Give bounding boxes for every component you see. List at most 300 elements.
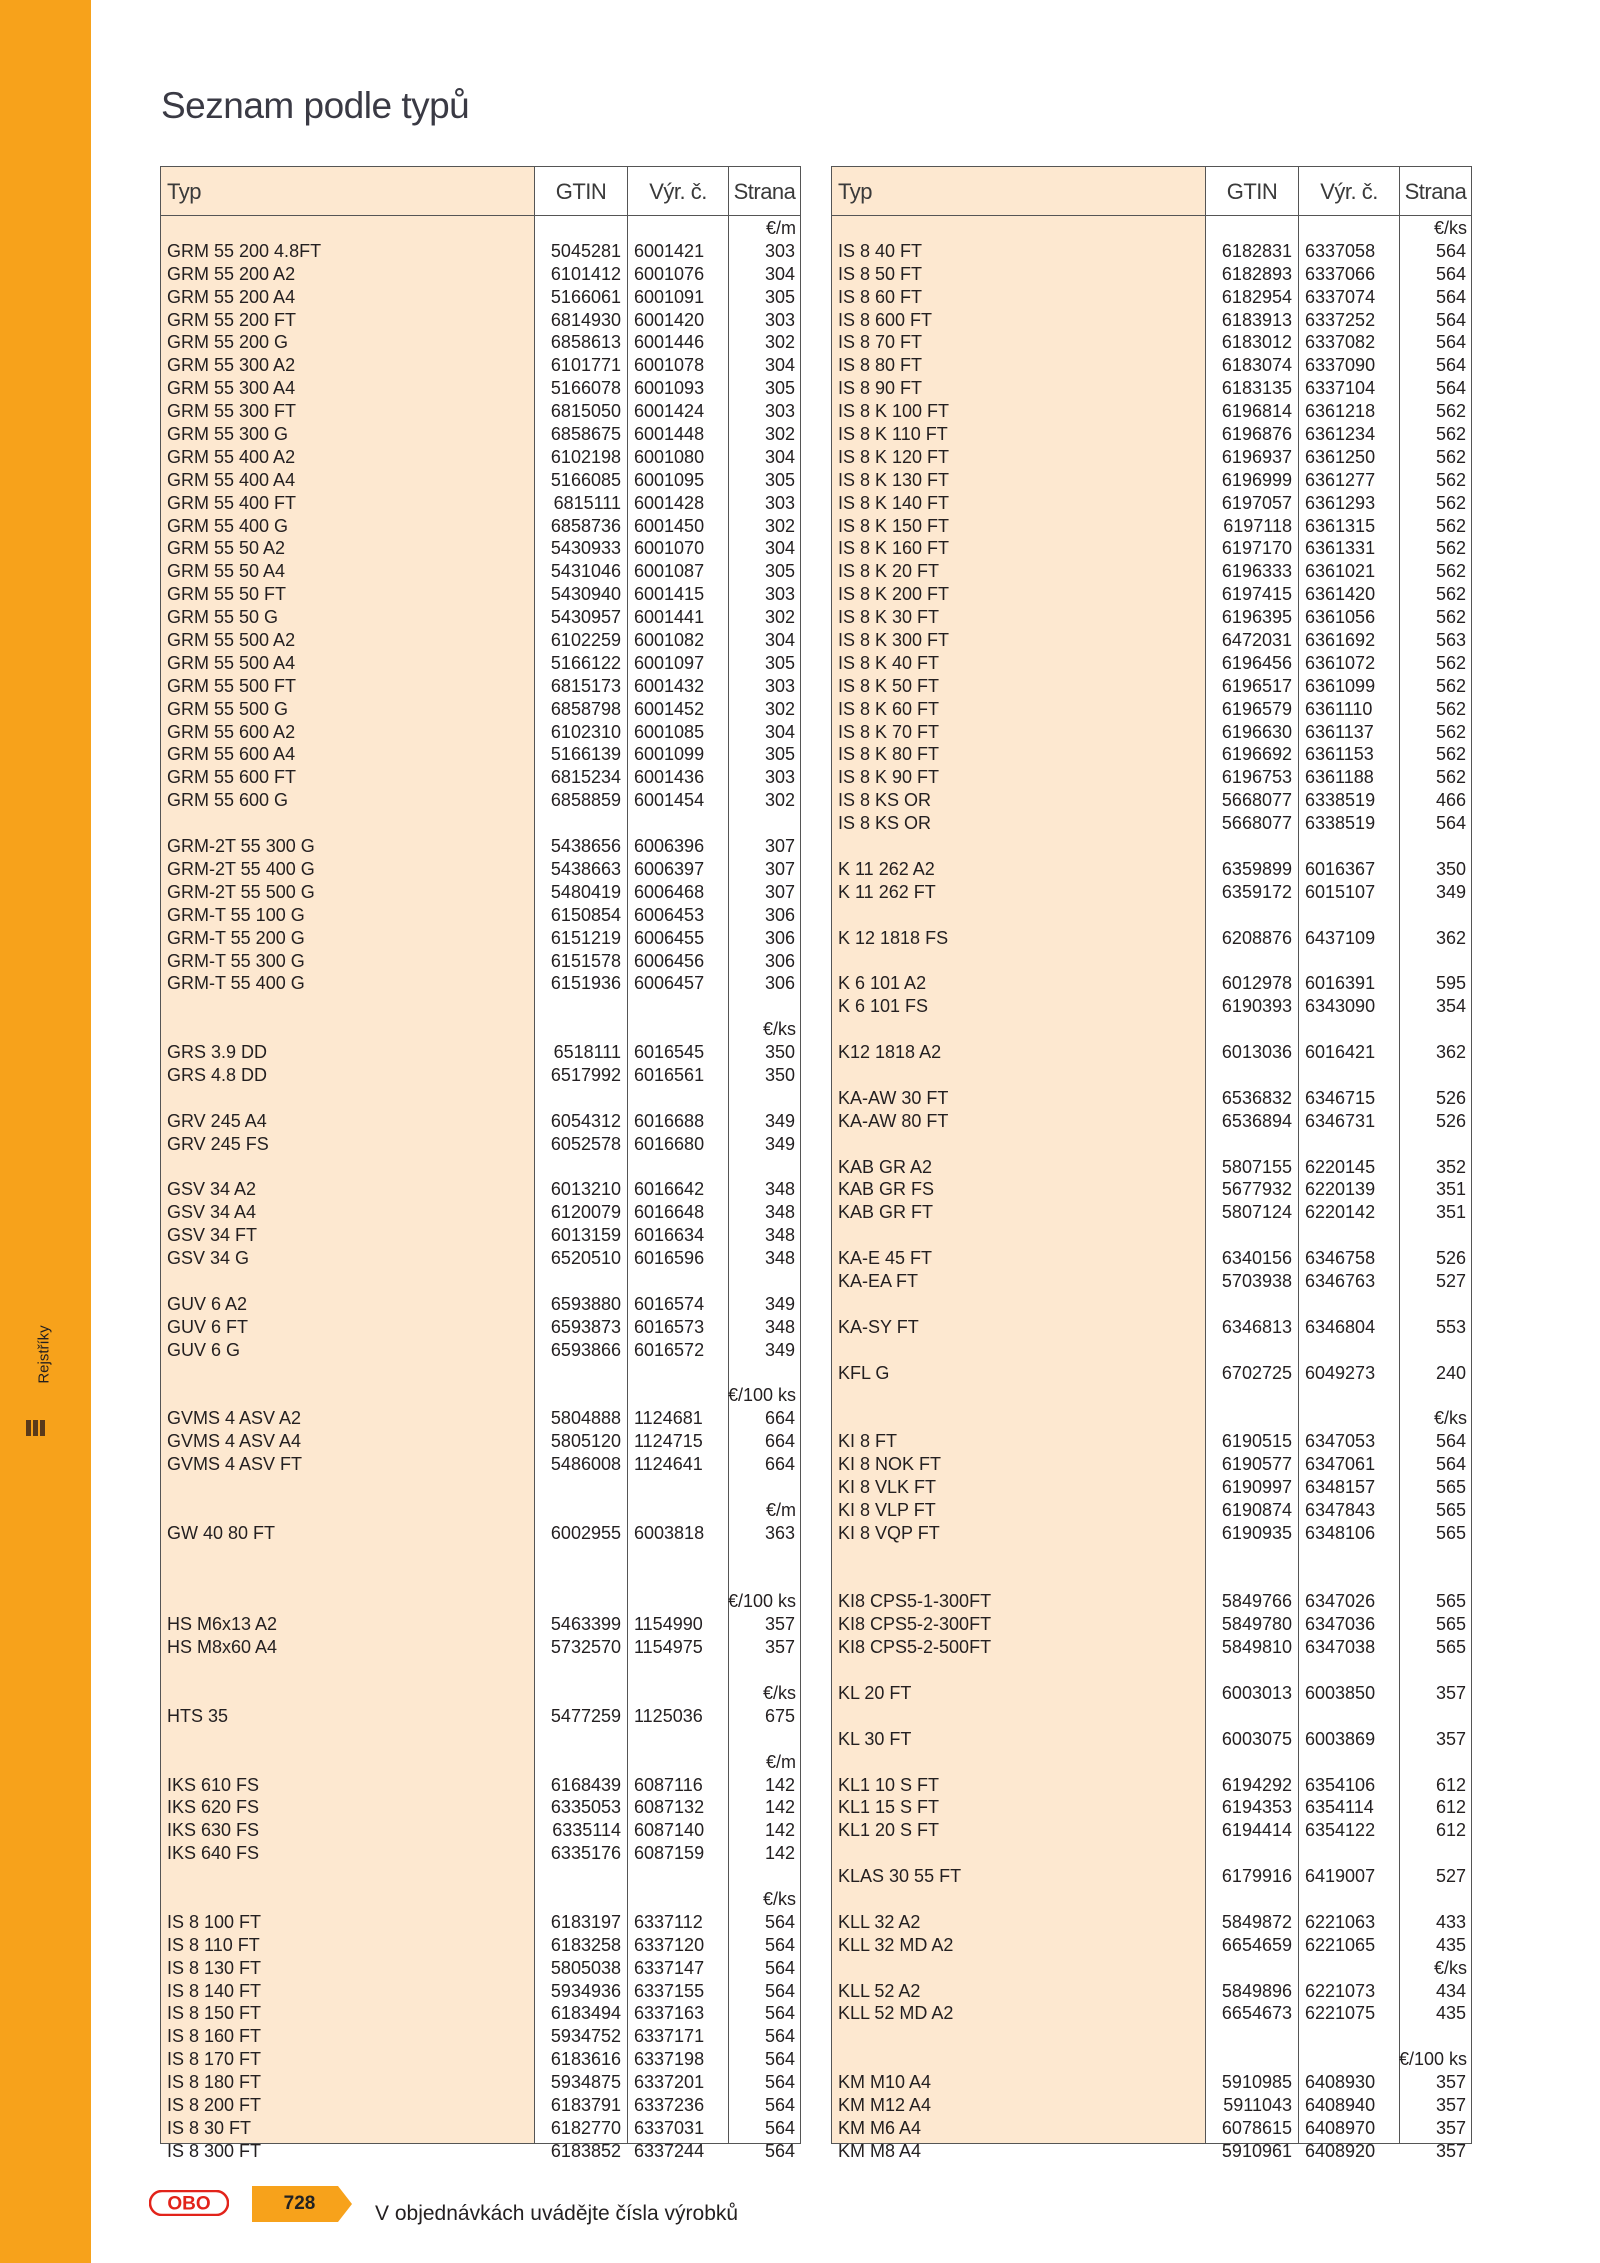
table-row (832, 789, 1471, 812)
spacer-row (161, 1659, 800, 1682)
cell-gtin: 6335114 (552, 1820, 621, 1841)
table-row (161, 766, 800, 789)
cell-vyr: 6015107 (1305, 881, 1376, 902)
cell-vyr: 6337155 (634, 1980, 705, 2001)
cell-typ: GRM-2T 55 300 G (167, 836, 315, 857)
cell-gtin: 5805038 (550, 1957, 621, 1978)
header-gtin: GTIN (1226, 179, 1278, 204)
cell-typ: KI 8 VQP FT (838, 1522, 940, 1543)
cell-gtin: 6052578 (550, 1133, 621, 1154)
cell-gtin: 5934875 (550, 2072, 621, 2093)
cell-typ: GRM 55 500 A4 (167, 652, 296, 673)
cell-strana: 562 (1435, 652, 1466, 673)
cell-typ: GRM 55 200 A4 (167, 286, 296, 307)
price-unit: €/100 ks (727, 1591, 796, 1612)
cell-strana: 564 (1435, 1454, 1466, 1475)
cell-strana: 564 (1435, 355, 1466, 376)
cell-gtin: 6858613 (550, 332, 621, 353)
table-row (832, 1636, 1471, 1659)
cell-gtin: 5166139 (550, 744, 621, 765)
cell-typ: GW 40 80 FT (167, 1522, 276, 1543)
cell-typ: KI 8 NOK FT (838, 1454, 942, 1475)
table-row (832, 1819, 1471, 1842)
cell-gtin: 5805120 (550, 1431, 621, 1452)
cell-strana: 526 (1435, 1110, 1466, 1131)
cell-gtin: 6183494 (550, 2003, 621, 2024)
table-row (832, 1728, 1471, 1751)
cell-typ: HTS 35 (167, 1705, 229, 1726)
spacer-row (832, 904, 1471, 927)
cell-strana: 302 (764, 607, 795, 628)
cell-typ: IKS 610 FS (167, 1774, 260, 1795)
price-unit: €/m (765, 218, 796, 238)
table-row (832, 377, 1471, 400)
cell-gtin: 5849896 (1221, 1980, 1292, 2001)
cell-strana: 562 (1435, 744, 1466, 765)
table-row (832, 1430, 1471, 1453)
cell-typ: IS 8 170 FT (167, 2049, 262, 2070)
cell-typ: IS 8 100 FT (167, 1911, 262, 1932)
cell-gtin: 6013159 (550, 1225, 621, 1246)
cell-vyr: 6408930 (1305, 2072, 1376, 2093)
cell-strana: 526 (1435, 1087, 1466, 1108)
product-table-left (160, 166, 801, 2161)
spacer-row (832, 1705, 1471, 1728)
cell-gtin: 6078615 (1221, 2117, 1292, 2138)
cell-typ: KI8 CPS5-2-300FT (838, 1614, 992, 1635)
cell-vyr: 6001085 (634, 721, 705, 742)
cell-strana: 348 (764, 1248, 795, 1269)
cell-strana: 357 (1435, 2095, 1466, 2116)
cell-strana: 564 (1435, 309, 1466, 330)
cell-gtin: 6151578 (550, 950, 621, 971)
table-row (161, 1980, 800, 2003)
table-row (161, 2071, 800, 2094)
cell-strana: 303 (764, 584, 795, 605)
cell-strana: 565 (1435, 1614, 1466, 1635)
table-row (161, 1178, 800, 1201)
spacer-row (832, 1888, 1471, 1911)
table-row (161, 743, 800, 766)
cell-typ: GRM-2T 55 400 G (167, 858, 315, 879)
cell-strana: 307 (764, 858, 795, 879)
cell-strana: 357 (1435, 1683, 1466, 1703)
table-row (832, 331, 1471, 354)
cell-vyr: 6001082 (634, 630, 705, 651)
table-row (832, 1453, 1471, 1476)
cell-gtin: 6814930 (550, 309, 621, 330)
table-row (161, 675, 800, 698)
spacer-row (832, 1018, 1471, 1041)
cell-gtin: 6335176 (550, 1843, 621, 1864)
table-row (161, 1911, 800, 1934)
cell-vyr: 6001420 (634, 309, 705, 330)
cell-typ: KLAS 30 55 FT (838, 1866, 962, 1887)
cell-vyr: 1124681 (634, 1408, 703, 1429)
cell-typ: IS 8 K 150 FT (838, 515, 950, 536)
cell-gtin: 6190393 (1221, 996, 1292, 1017)
cell-vyr: 6346758 (1305, 1248, 1376, 1269)
table-row (161, 1316, 800, 1339)
cell-vyr: 6347036 (1305, 1614, 1376, 1635)
cell-gtin: 5911043 (1223, 2095, 1292, 2116)
cell-typ: GRM 55 500 G (167, 698, 289, 719)
cell-typ: IS 8 K 100 FT (838, 401, 950, 422)
cell-typ: GRV 245 FS (167, 1133, 269, 1154)
cell-strana: 433 (1435, 1911, 1466, 1932)
cell-gtin: 5166122 (550, 652, 621, 673)
cell-vyr: 1125036 (634, 1705, 703, 1726)
price-unit: €/100 ks (727, 1385, 796, 1406)
unit-row (832, 217, 1471, 240)
table-row (832, 1476, 1471, 1499)
cell-vyr: 6361021 (1305, 561, 1376, 582)
cell-strana: 562 (1435, 401, 1466, 422)
cell-gtin: 5849872 (1221, 1911, 1292, 1932)
cell-vyr: 6347053 (1305, 1431, 1376, 1452)
table-row (161, 469, 800, 492)
cell-strana: 302 (764, 332, 795, 353)
price-unit: €/ks (762, 1683, 796, 1703)
cell-strana: 304 (764, 538, 795, 559)
cell-strana: 466 (1435, 790, 1466, 811)
cell-typ: K 11 262 FT (838, 881, 936, 902)
cell-gtin: 6102259 (550, 630, 621, 651)
cell-vyr: 6016642 (634, 1179, 705, 1200)
cell-gtin: 6179916 (1221, 1866, 1292, 1887)
cell-strana: 304 (764, 263, 795, 284)
cell-typ: KFL G (838, 1362, 890, 1383)
cell-strana: 562 (1435, 492, 1466, 513)
price-unit: €/m (765, 1751, 796, 1772)
cell-gtin: 6196937 (1221, 446, 1292, 467)
cell-gtin: 5677932 (1221, 1179, 1292, 1200)
header-vyr: Výr. č. (1320, 179, 1378, 204)
cell-vyr: 6361692 (1305, 630, 1376, 651)
table-row (161, 1133, 800, 1156)
cell-strana: 302 (764, 698, 795, 719)
unit-row (161, 1499, 800, 1522)
table-row (832, 675, 1471, 698)
cell-typ: KLL 52 MD A2 (838, 2003, 954, 2024)
cell-strana: 349 (764, 1339, 795, 1360)
spacer-row (161, 1087, 800, 1110)
cell-vyr: 6337198 (634, 2049, 705, 2070)
cell-vyr: 6001446 (634, 332, 705, 353)
cell-gtin: 5166061 (550, 286, 621, 307)
cell-strana: 305 (764, 744, 795, 765)
table-row (832, 492, 1471, 515)
cell-gtin: 6194353 (1221, 1797, 1292, 1818)
price-unit: €/ks (762, 1889, 796, 1910)
table-row (832, 927, 1471, 950)
cell-strana: 363 (764, 1522, 795, 1543)
cell-strana: 303 (764, 767, 795, 788)
cell-strana: 142 (764, 1797, 795, 1818)
table-row (161, 1430, 800, 1453)
cell-gtin: 6197170 (1221, 538, 1292, 559)
cell-strana: 562 (1435, 538, 1466, 559)
cell-typ: IS 8 600 FT (838, 309, 933, 330)
table-row (832, 1613, 1471, 1636)
cell-gtin: 6190577 (1221, 1454, 1292, 1475)
table-row (832, 1362, 1471, 1385)
cell-vyr: 1124715 (634, 1431, 703, 1452)
cell-gtin: 6194414 (1221, 1820, 1292, 1841)
cell-vyr: 6016367 (1305, 858, 1376, 879)
cell-strana: 357 (1435, 1728, 1466, 1749)
cell-gtin: 6196517 (1221, 675, 1292, 696)
table-row (832, 1087, 1471, 1110)
cell-typ: KL 30 FT (838, 1728, 912, 1749)
cell-vyr: 6221063 (1305, 1911, 1376, 1932)
cell-gtin: 5703938 (1221, 1270, 1292, 1291)
cell-typ: IS 8 130 FT (167, 1957, 262, 1978)
table-row (161, 1705, 800, 1728)
cell-strana: 562 (1435, 675, 1466, 696)
cell-vyr: 6337236 (634, 2095, 705, 2116)
table-row (161, 1842, 800, 1865)
cell-strana: 553 (1435, 1316, 1466, 1337)
cell-typ: K12 1818 A2 (838, 1042, 942, 1063)
table-row (832, 515, 1471, 538)
header-strana: Strana (733, 179, 796, 204)
cell-vyr: 6346731 (1305, 1110, 1376, 1131)
cell-gtin: 6815050 (550, 401, 621, 422)
cell-gtin: 6858675 (550, 424, 621, 445)
cell-typ: GRM 55 50 FT (167, 584, 287, 605)
cell-strana: 142 (764, 1820, 795, 1841)
table-row (161, 789, 800, 812)
table-row (832, 1934, 1471, 1957)
cell-gtin: 6150854 (550, 904, 621, 925)
cell-strana: 303 (764, 401, 795, 422)
table-row (161, 537, 800, 560)
cell-typ: IKS 640 FS (167, 1843, 260, 1864)
cell-gtin: 5166078 (550, 378, 621, 399)
cell-gtin: 6182770 (550, 2117, 621, 2138)
table-row (161, 560, 800, 583)
cell-typ: KA-E 45 FT (838, 1248, 933, 1269)
cell-typ: IS 8 K 300 FT (838, 630, 950, 651)
price-unit: €/100 ks (1398, 2049, 1467, 2070)
cell-typ: GUV 6 A2 (167, 1293, 248, 1314)
table-row (161, 1957, 800, 1980)
table-row (161, 972, 800, 995)
cell-vyr: 6346715 (1305, 1087, 1376, 1108)
cell-strana: 612 (1435, 1774, 1466, 1795)
cell-gtin: 6472031 (1221, 630, 1292, 651)
cell-strana: 564 (764, 1957, 795, 1978)
cell-typ: GSV 34 G (167, 1248, 250, 1269)
cell-typ: IS 8 K 140 FT (838, 492, 950, 513)
cell-typ: KAB GR FS (838, 1179, 935, 1200)
cell-typ: KAB GR A2 (838, 1156, 933, 1177)
cell-gtin: 5430933 (550, 538, 621, 559)
spacer-row (832, 1339, 1471, 1362)
cell-strana: 142 (764, 1843, 795, 1864)
cell-vyr: 6337031 (634, 2117, 705, 2138)
cell-gtin: 5849780 (1221, 1614, 1292, 1635)
table-row (161, 1774, 800, 1797)
table-row (161, 881, 800, 904)
cell-gtin: 5463399 (550, 1614, 621, 1635)
spacer-row (832, 1751, 1471, 1774)
table-row (832, 537, 1471, 560)
cell-vyr: 6006453 (634, 904, 705, 925)
book-index-icon (26, 1420, 46, 1436)
cell-vyr: 6016421 (1305, 1042, 1376, 1063)
cell-gtin: 6654659 (1221, 1934, 1292, 1955)
unit-row (161, 1888, 800, 1911)
cell-vyr: 6338519 (1305, 813, 1376, 834)
cell-strana: 527 (1435, 1866, 1466, 1887)
cell-vyr: 6361277 (1305, 469, 1376, 490)
cell-vyr: 6361293 (1305, 492, 1376, 513)
cell-vyr: 6016545 (634, 1042, 705, 1063)
cell-gtin: 6196456 (1221, 652, 1292, 673)
spacer-row (832, 2025, 1471, 2048)
cell-typ: IS 8 KS OR (838, 813, 932, 834)
table-row (161, 400, 800, 423)
table-row (832, 652, 1471, 675)
cell-strana: 562 (1435, 469, 1466, 490)
table-row (161, 904, 800, 927)
cell-strana: 562 (1435, 698, 1466, 719)
price-unit: €/ks (762, 1019, 796, 1040)
cell-gtin: 6196630 (1221, 721, 1292, 742)
cell-strana: 357 (764, 1614, 795, 1635)
table-row (832, 354, 1471, 377)
table-row (832, 721, 1471, 744)
table-row (832, 2071, 1471, 2094)
cell-strana: 348 (764, 1316, 795, 1337)
cell-typ: GSV 34 A2 (167, 1179, 257, 1200)
table-row (161, 721, 800, 744)
table-row (161, 1796, 800, 1819)
table-row (832, 1522, 1471, 1545)
table-row (161, 698, 800, 721)
table-row (161, 423, 800, 446)
cell-vyr: 6001436 (634, 767, 705, 788)
cell-strana: 564 (764, 2140, 795, 2161)
cell-typ: KM M12 A4 (838, 2095, 932, 2116)
cell-typ: GUV 6 FT (167, 1316, 249, 1337)
table-row (832, 240, 1471, 263)
cell-gtin: 6183197 (550, 1911, 621, 1932)
cell-gtin: 5438663 (550, 858, 621, 879)
cell-gtin: 6012978 (1221, 973, 1292, 994)
cell-gtin: 5480419 (550, 881, 621, 902)
cell-strana: 306 (764, 950, 795, 971)
table-row (832, 766, 1471, 789)
table-row (161, 1934, 800, 1957)
cell-typ: KLL 52 A2 (838, 1980, 921, 2001)
cell-gtin: 6197118 (1223, 515, 1292, 536)
unit-row (161, 1590, 800, 1613)
cell-gtin: 5477259 (550, 1705, 621, 1726)
cell-vyr: 6337163 (634, 2003, 705, 2024)
cell-strana: 562 (1435, 767, 1466, 788)
cell-vyr: 6347061 (1305, 1454, 1376, 1475)
cell-typ: IS 8 200 FT (167, 2095, 262, 2116)
cell-strana: 565 (1435, 1637, 1466, 1658)
cell-gtin: 6054312 (550, 1110, 621, 1131)
cell-vyr: 6337147 (634, 1957, 705, 1978)
cell-gtin: 6517992 (550, 1064, 621, 1085)
cell-strana: 562 (1435, 561, 1466, 582)
price-unit: €/m (765, 1499, 796, 1520)
cell-strana: 348 (764, 1225, 795, 1246)
cell-strana: 564 (764, 2049, 795, 2070)
cell-strana: 565 (1435, 1591, 1466, 1612)
cell-typ: IS 8 150 FT (167, 2003, 262, 2024)
table-header (832, 167, 1471, 216)
spacer-row (161, 1270, 800, 1293)
cell-typ: IKS 630 FS (167, 1820, 260, 1841)
cell-gtin: 6520510 (550, 1248, 621, 1269)
cell-strana: 612 (1435, 1797, 1466, 1818)
cell-typ: HS M8x60 A4 (167, 1637, 278, 1658)
unit-row (161, 1018, 800, 1041)
cell-strana: 362 (1435, 927, 1466, 948)
cell-typ: IS 8 160 FT (167, 2026, 262, 2047)
cell-typ: GRM 55 600 A2 (167, 721, 296, 742)
table-row (161, 835, 800, 858)
cell-gtin: 5807155 (1221, 1156, 1292, 1177)
cell-typ: KI8 CPS5-2-500FT (838, 1637, 992, 1658)
cell-vyr: 6001070 (634, 538, 705, 559)
cell-typ: GRM 55 50 A2 (167, 538, 286, 559)
cell-typ: GRM 55 50 G (167, 607, 279, 628)
cell-vyr: 6001448 (634, 424, 705, 445)
table-row (832, 1156, 1471, 1179)
cell-gtin: 6183012 (1221, 332, 1292, 353)
cell-gtin: 6518111 (553, 1042, 621, 1063)
price-unit: €/ks (1433, 1408, 1467, 1429)
cell-vyr: 6361315 (1305, 515, 1376, 536)
cell-vyr: 6087140 (634, 1820, 705, 1841)
table-row (832, 309, 1471, 332)
cell-vyr: 6361110 (1305, 698, 1373, 719)
cell-typ: IS 8 30 FT (167, 2117, 252, 2138)
cell-typ: IS 8 60 FT (838, 286, 923, 307)
cell-typ: KA-EA FT (838, 1270, 919, 1291)
cell-strana: 434 (1435, 1980, 1466, 2001)
cell-gtin: 6858859 (550, 790, 621, 811)
cell-vyr: 6006455 (634, 927, 705, 948)
cell-vyr: 6337201 (634, 2072, 705, 2093)
cell-vyr: 6016573 (634, 1316, 705, 1337)
table-row (161, 858, 800, 881)
cell-typ: HS M6x13 A2 (167, 1614, 278, 1635)
cell-vyr: 6337082 (1305, 332, 1376, 353)
unit-row (161, 1682, 800, 1705)
cell-gtin: 6183616 (550, 2049, 621, 2070)
cell-typ: IS 8 K 80 FT (838, 744, 940, 765)
cell-gtin: 6359172 (1221, 881, 1292, 902)
cell-typ: GSV 34 FT (167, 1225, 258, 1246)
cell-strana: 350 (1435, 858, 1466, 879)
cell-strana: 435 (1435, 1934, 1466, 1955)
cell-gtin: 6196999 (1221, 469, 1292, 490)
cell-vyr: 6337252 (1305, 309, 1376, 330)
cell-gtin: 6190997 (1221, 1476, 1292, 1497)
cell-strana: 564 (764, 1911, 795, 1932)
table-row (161, 240, 800, 263)
cell-vyr: 6337112 (634, 1911, 703, 1932)
cell-typ: KI 8 VLK FT (838, 1476, 937, 1497)
